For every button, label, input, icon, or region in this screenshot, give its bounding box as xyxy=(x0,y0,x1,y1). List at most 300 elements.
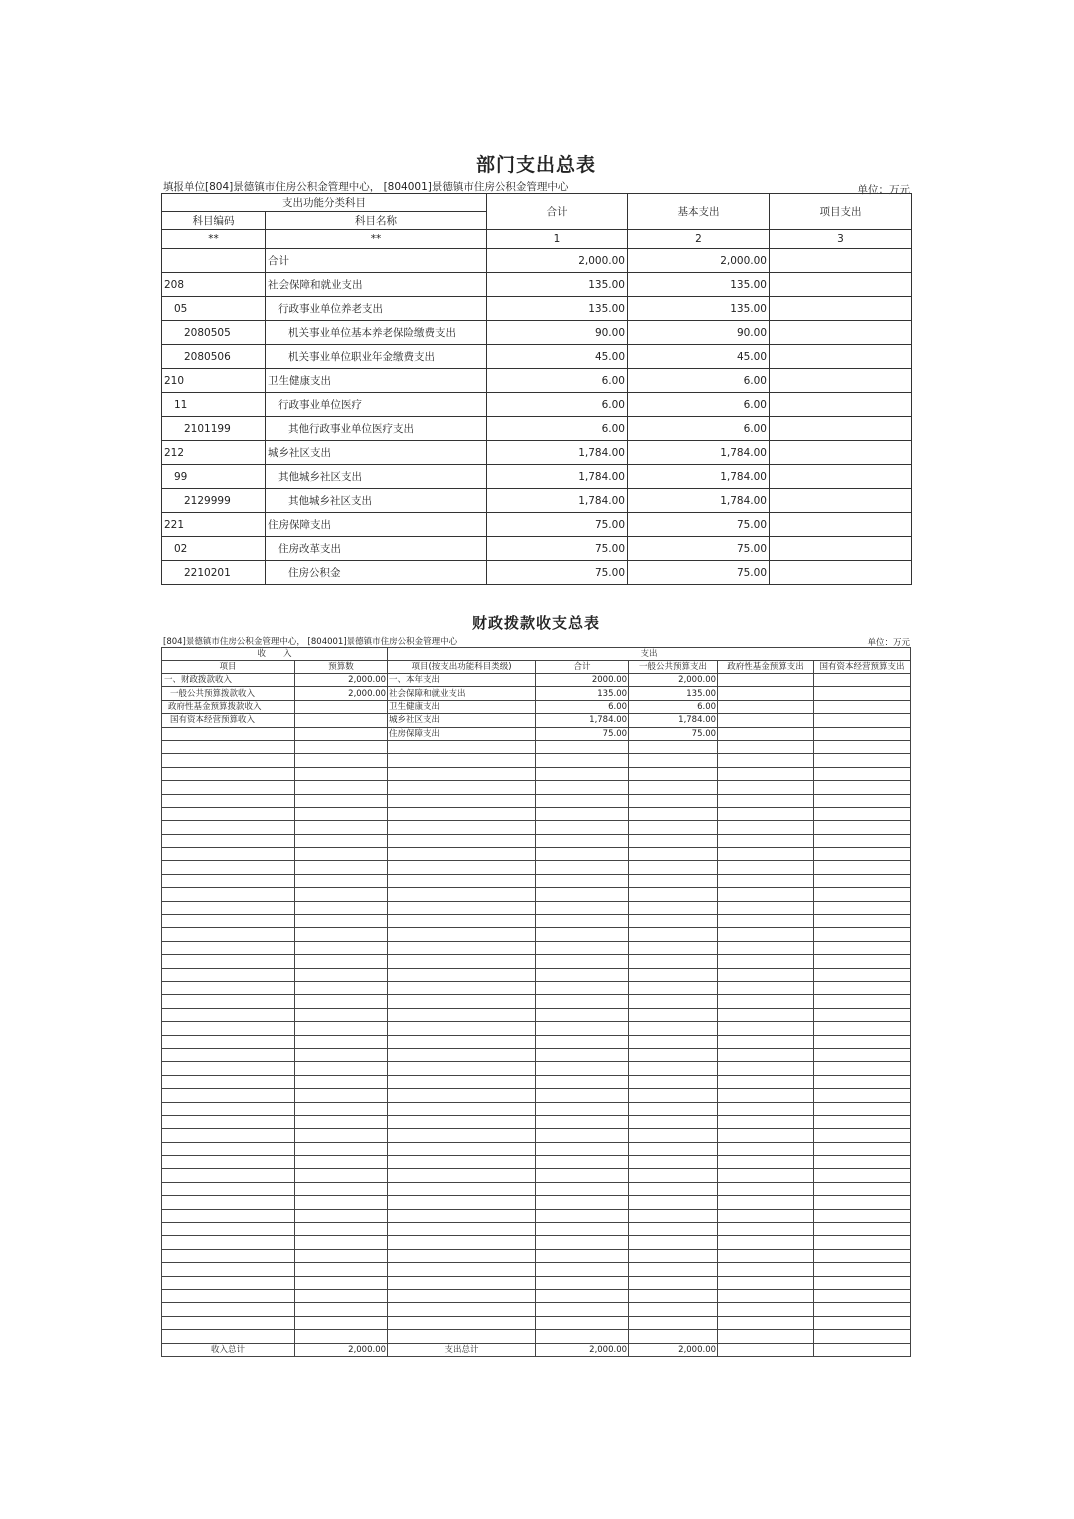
empty-row xyxy=(162,968,911,981)
empty-cell xyxy=(295,1048,388,1061)
empty-row xyxy=(162,888,911,901)
empty-cell xyxy=(295,928,388,941)
empty-cell xyxy=(814,901,911,914)
empty-cell xyxy=(295,981,388,994)
empty-cell xyxy=(536,955,629,968)
row-basic: 1,784.00 xyxy=(628,489,770,513)
header-gov-fund: 政府性基金预算支出 xyxy=(718,661,814,674)
empty-cell xyxy=(718,874,814,887)
empty-cell xyxy=(629,888,718,901)
empty-cell xyxy=(814,848,911,861)
empty-row xyxy=(162,981,911,994)
empty-cell xyxy=(814,1289,911,1302)
cell-state xyxy=(814,700,911,713)
empty-cell xyxy=(814,1330,911,1343)
empty-cell xyxy=(388,1169,536,1182)
cell-budget xyxy=(295,700,388,713)
empty-cell xyxy=(162,1022,295,1035)
empty-cell xyxy=(814,1223,911,1236)
empty-cell xyxy=(536,1289,629,1302)
empty-cell xyxy=(814,1316,911,1329)
row-total: 135.00 xyxy=(487,273,628,297)
empty-cell xyxy=(629,1289,718,1302)
empty-cell xyxy=(388,807,536,820)
row-total: 135.00 xyxy=(487,297,628,321)
empty-cell xyxy=(629,848,718,861)
empty-cell xyxy=(388,1048,536,1061)
table-row xyxy=(162,441,912,465)
empty-cell xyxy=(162,1209,295,1222)
empty-cell xyxy=(388,1022,536,1035)
empty-cell xyxy=(536,807,629,820)
row-name: 合计 xyxy=(266,249,487,273)
empty-cell xyxy=(536,1142,629,1155)
row-total: 1,784.00 xyxy=(487,489,628,513)
row-code: 210 xyxy=(162,369,266,393)
empty-cell xyxy=(718,794,814,807)
empty-cell xyxy=(162,1289,295,1302)
cell-total: 2000.00 xyxy=(536,674,629,687)
empty-cell xyxy=(718,1062,814,1075)
empty-cell xyxy=(629,1196,718,1209)
empty-cell xyxy=(536,1075,629,1088)
empty-cell xyxy=(629,1089,718,1102)
empty-row xyxy=(162,1169,911,1182)
row-total: 6.00 xyxy=(487,417,628,441)
empty-cell xyxy=(629,1316,718,1329)
empty-cell xyxy=(629,1035,718,1048)
row-code: 11 xyxy=(162,393,266,417)
empty-cell xyxy=(629,915,718,928)
empty-cell xyxy=(388,767,536,780)
empty-cell xyxy=(629,1182,718,1195)
empty-cell xyxy=(718,1048,814,1061)
empty-cell xyxy=(629,754,718,767)
empty-row xyxy=(162,1062,911,1075)
empty-cell xyxy=(295,874,388,887)
empty-row xyxy=(162,1048,911,1061)
empty-cell xyxy=(162,1156,295,1169)
row-project xyxy=(770,537,912,561)
empty-cell xyxy=(162,767,295,780)
empty-cell xyxy=(814,1196,911,1209)
empty-cell xyxy=(295,754,388,767)
empty-cell xyxy=(718,767,814,780)
empty-cell xyxy=(629,1276,718,1289)
empty-cell xyxy=(536,981,629,994)
empty-cell xyxy=(388,1209,536,1222)
row-total: 2,000.00 xyxy=(487,249,628,273)
empty-cell xyxy=(388,781,536,794)
empty-cell xyxy=(814,740,911,753)
empty-cell xyxy=(536,874,629,887)
empty-cell xyxy=(162,955,295,968)
header-expense: 支出 xyxy=(388,648,911,661)
row-code: 99 xyxy=(162,465,266,489)
empty-row xyxy=(162,1129,911,1142)
empty-cell xyxy=(536,1008,629,1021)
row-code: 05 xyxy=(162,297,266,321)
empty-cell xyxy=(536,1182,629,1195)
row-code xyxy=(162,249,266,273)
row-basic: 6.00 xyxy=(628,393,770,417)
row-project xyxy=(770,249,912,273)
empty-cell xyxy=(629,1223,718,1236)
empty-cell xyxy=(388,981,536,994)
empty-cell xyxy=(162,1142,295,1155)
row-total: 75.00 xyxy=(487,561,628,585)
empty-cell xyxy=(162,1035,295,1048)
table-row xyxy=(162,537,912,561)
empty-cell xyxy=(814,1062,911,1075)
empty-row xyxy=(162,1115,911,1128)
empty-cell xyxy=(536,1156,629,1169)
empty-cell xyxy=(536,1236,629,1249)
empty-cell xyxy=(629,941,718,954)
table-row xyxy=(162,714,911,727)
empty-row xyxy=(162,1330,911,1343)
empty-cell xyxy=(718,807,814,820)
empty-cell xyxy=(388,794,536,807)
empty-row xyxy=(162,1182,911,1195)
empty-cell xyxy=(814,1156,911,1169)
empty-cell xyxy=(629,1075,718,1088)
empty-row xyxy=(162,834,911,847)
empty-cell xyxy=(536,861,629,874)
cell-exp_item: 住房保障支出 xyxy=(388,727,536,740)
empty-cell xyxy=(629,1008,718,1021)
empty-cell xyxy=(388,1223,536,1236)
empty-cell xyxy=(629,955,718,968)
empty-row xyxy=(162,1022,911,1035)
row-name: 其他行政事业单位医疗支出 xyxy=(266,417,487,441)
empty-cell xyxy=(718,1089,814,1102)
empty-cell xyxy=(388,1182,536,1195)
empty-cell xyxy=(388,995,536,1008)
empty-cell xyxy=(814,1115,911,1128)
empty-cell xyxy=(388,740,536,753)
empty-cell xyxy=(629,861,718,874)
empty-cell xyxy=(162,928,295,941)
header-income: 收 入 xyxy=(162,648,388,661)
empty-cell xyxy=(536,1089,629,1102)
empty-row xyxy=(162,807,911,820)
empty-cell xyxy=(814,1129,911,1142)
cell-item: 一般公共预算拨款收入 xyxy=(162,687,295,700)
empty-cell xyxy=(388,968,536,981)
row-name: 住房公积金 xyxy=(266,561,487,585)
row-code: 2080505 xyxy=(162,321,266,345)
empty-cell xyxy=(295,1196,388,1209)
table-row xyxy=(162,297,912,321)
empty-cell xyxy=(814,1276,911,1289)
empty-cell xyxy=(536,848,629,861)
row-code: 2210201 xyxy=(162,561,266,585)
empty-cell xyxy=(295,1102,388,1115)
empty-cell xyxy=(295,941,388,954)
table-row xyxy=(162,700,911,713)
empty-cell xyxy=(388,1102,536,1115)
empty-cell xyxy=(162,1089,295,1102)
empty-cell xyxy=(388,754,536,767)
cell-item: 政府性基金预算拨款收入 xyxy=(162,700,295,713)
row-basic: 75.00 xyxy=(628,537,770,561)
empty-row xyxy=(162,1008,911,1021)
empty-cell xyxy=(536,1316,629,1329)
table-row xyxy=(162,393,912,417)
empty-cell xyxy=(629,1330,718,1343)
empty-cell xyxy=(629,807,718,820)
empty-cell xyxy=(388,1062,536,1075)
empty-cell xyxy=(629,740,718,753)
empty-cell xyxy=(814,1249,911,1262)
empty-cell xyxy=(718,1035,814,1048)
empty-cell xyxy=(162,1196,295,1209)
empty-cell xyxy=(814,874,911,887)
empty-cell xyxy=(295,821,388,834)
empty-cell xyxy=(162,1129,295,1142)
empty-cell xyxy=(295,1236,388,1249)
empty-cell xyxy=(718,821,814,834)
cell-budget xyxy=(295,727,388,740)
empty-cell xyxy=(388,1035,536,1048)
empty-cell xyxy=(536,968,629,981)
fiscal-summary-title: 财政拨款收支总表 xyxy=(471,614,600,632)
empty-cell xyxy=(295,1276,388,1289)
empty-cell xyxy=(814,1169,911,1182)
empty-cell xyxy=(814,1089,911,1102)
empty-cell xyxy=(814,767,911,780)
header-total: 合计 xyxy=(487,194,628,230)
empty-row xyxy=(162,1249,911,1262)
empty-cell xyxy=(536,915,629,928)
row-name: 住房改革支出 xyxy=(266,537,487,561)
empty-cell xyxy=(629,794,718,807)
row-basic: 135.00 xyxy=(628,273,770,297)
row-project xyxy=(770,393,912,417)
cell-budget xyxy=(295,714,388,727)
empty-cell xyxy=(814,915,911,928)
empty-row xyxy=(162,1209,911,1222)
empty-cell xyxy=(388,1249,536,1262)
cell-item: 国有资本经营预算收入 xyxy=(162,714,295,727)
empty-cell xyxy=(629,1303,718,1316)
empty-row xyxy=(162,874,911,887)
empty-cell xyxy=(388,1263,536,1276)
empty-cell xyxy=(295,968,388,981)
empty-cell xyxy=(388,1289,536,1302)
cell-exp_item: 一、本年支出 xyxy=(388,674,536,687)
empty-cell xyxy=(536,794,629,807)
empty-cell xyxy=(629,968,718,981)
table-row xyxy=(162,561,912,585)
empty-cell xyxy=(295,1156,388,1169)
cell-state xyxy=(814,687,911,700)
empty-cell xyxy=(162,915,295,928)
row-name: 行政事业单位养老支出 xyxy=(266,297,487,321)
header-item: 项目 xyxy=(162,661,295,674)
row-project xyxy=(770,465,912,489)
row-project xyxy=(770,297,912,321)
empty-cell xyxy=(388,834,536,847)
empty-cell xyxy=(814,794,911,807)
empty-cell xyxy=(536,1129,629,1142)
empty-cell xyxy=(162,995,295,1008)
row-project xyxy=(770,321,912,345)
empty-cell xyxy=(718,1209,814,1222)
empty-cell xyxy=(162,1008,295,1021)
footer-row xyxy=(162,1343,911,1356)
row-basic: 2,000.00 xyxy=(628,249,770,273)
empty-cell xyxy=(388,901,536,914)
empty-row xyxy=(162,1236,911,1249)
header-code: 科目编码 xyxy=(162,212,266,230)
empty-cell xyxy=(718,928,814,941)
empty-cell xyxy=(718,848,814,861)
empty-cell xyxy=(295,1182,388,1195)
empty-cell xyxy=(814,888,911,901)
empty-cell xyxy=(814,1035,911,1048)
empty-row xyxy=(162,928,911,941)
row-name: 其他城乡社区支出 xyxy=(266,465,487,489)
empty-cell xyxy=(718,1330,814,1343)
empty-cell xyxy=(295,1035,388,1048)
empty-cell xyxy=(162,1330,295,1343)
empty-cell xyxy=(295,888,388,901)
cell-general: 75.00 xyxy=(629,727,718,740)
empty-cell xyxy=(536,1102,629,1115)
empty-cell xyxy=(629,834,718,847)
empty-cell xyxy=(536,740,629,753)
empty-cell xyxy=(295,1249,388,1262)
empty-cell xyxy=(718,941,814,954)
footer-empty xyxy=(718,1343,814,1356)
empty-cell xyxy=(536,995,629,1008)
empty-cell xyxy=(536,928,629,941)
empty-cell xyxy=(295,1209,388,1222)
empty-cell xyxy=(162,1236,295,1249)
empty-cell xyxy=(718,1223,814,1236)
empty-cell xyxy=(536,1249,629,1262)
empty-cell xyxy=(814,981,911,994)
row-name: 城乡社区支出 xyxy=(266,441,487,465)
empty-cell xyxy=(629,767,718,780)
empty-cell xyxy=(388,1330,536,1343)
empty-cell xyxy=(536,1303,629,1316)
empty-cell xyxy=(536,1169,629,1182)
expense-summary-table xyxy=(161,193,912,585)
empty-cell xyxy=(536,1062,629,1075)
empty-cell xyxy=(814,928,911,941)
expense-summary-title: 部门支出总表 xyxy=(475,154,596,176)
empty-cell xyxy=(629,1048,718,1061)
empty-row xyxy=(162,781,911,794)
empty-cell xyxy=(295,1142,388,1155)
row-name: 卫生健康支出 xyxy=(266,369,487,393)
row-name: 机关事业单位基本养老保险缴费支出 xyxy=(266,321,487,345)
row-code: 212 xyxy=(162,441,266,465)
header-project: 项目支出 xyxy=(770,194,912,230)
empty-cell xyxy=(536,1263,629,1276)
empty-cell xyxy=(295,901,388,914)
empty-cell xyxy=(629,981,718,994)
empty-cell xyxy=(162,794,295,807)
cell-gov xyxy=(718,714,814,727)
row-total: 75.00 xyxy=(487,537,628,561)
empty-cell xyxy=(814,1303,911,1316)
row-name: 行政事业单位医疗 xyxy=(266,393,487,417)
empty-cell xyxy=(295,807,388,820)
empty-cell xyxy=(162,1169,295,1182)
empty-cell xyxy=(162,1263,295,1276)
empty-cell xyxy=(162,740,295,753)
row-name: 社会保障和就业支出 xyxy=(266,273,487,297)
empty-cell xyxy=(718,1236,814,1249)
empty-row xyxy=(162,901,911,914)
row-project xyxy=(770,489,912,513)
empty-cell xyxy=(536,1115,629,1128)
empty-cell xyxy=(629,1156,718,1169)
cell-general: 2,000.00 xyxy=(629,674,718,687)
empty-cell xyxy=(814,1022,911,1035)
empty-row xyxy=(162,1289,911,1302)
row-total: 6.00 xyxy=(487,393,628,417)
cell-gov xyxy=(718,674,814,687)
empty-cell xyxy=(295,955,388,968)
empty-cell xyxy=(718,968,814,981)
empty-cell xyxy=(814,821,911,834)
row-basic: 90.00 xyxy=(628,321,770,345)
empty-row xyxy=(162,861,911,874)
empty-cell xyxy=(388,888,536,901)
empty-cell xyxy=(536,1048,629,1061)
empty-cell xyxy=(718,754,814,767)
empty-cell xyxy=(536,1276,629,1289)
empty-cell xyxy=(718,1316,814,1329)
empty-cell xyxy=(814,1142,911,1155)
empty-cell xyxy=(295,1008,388,1021)
empty-cell xyxy=(162,821,295,834)
empty-cell xyxy=(814,861,911,874)
row-total: 1,784.00 xyxy=(487,441,628,465)
row-basic: 1,784.00 xyxy=(628,465,770,489)
empty-cell xyxy=(295,848,388,861)
empty-row xyxy=(162,1276,911,1289)
empty-cell xyxy=(388,1196,536,1209)
empty-cell xyxy=(388,1316,536,1329)
cell-state xyxy=(814,714,911,727)
row-project xyxy=(770,345,912,369)
row-project xyxy=(770,273,912,297)
empty-row xyxy=(162,794,911,807)
empty-cell xyxy=(814,1209,911,1222)
empty-cell xyxy=(814,834,911,847)
empty-cell xyxy=(388,1089,536,1102)
cell-total: 6.00 xyxy=(536,700,629,713)
header-expense-item: 项目(按支出功能科目类级) xyxy=(388,661,536,674)
empty-cell xyxy=(629,928,718,941)
cell-budget: 2,000.00 xyxy=(295,687,388,700)
empty-cell xyxy=(536,1330,629,1343)
empty-cell xyxy=(388,1008,536,1021)
empty-cell xyxy=(629,1249,718,1262)
empty-cell xyxy=(718,1276,814,1289)
empty-row xyxy=(162,1089,911,1102)
empty-cell xyxy=(718,740,814,753)
empty-cell xyxy=(295,1075,388,1088)
empty-row xyxy=(162,1102,911,1115)
index-cell: 1 xyxy=(487,230,628,249)
